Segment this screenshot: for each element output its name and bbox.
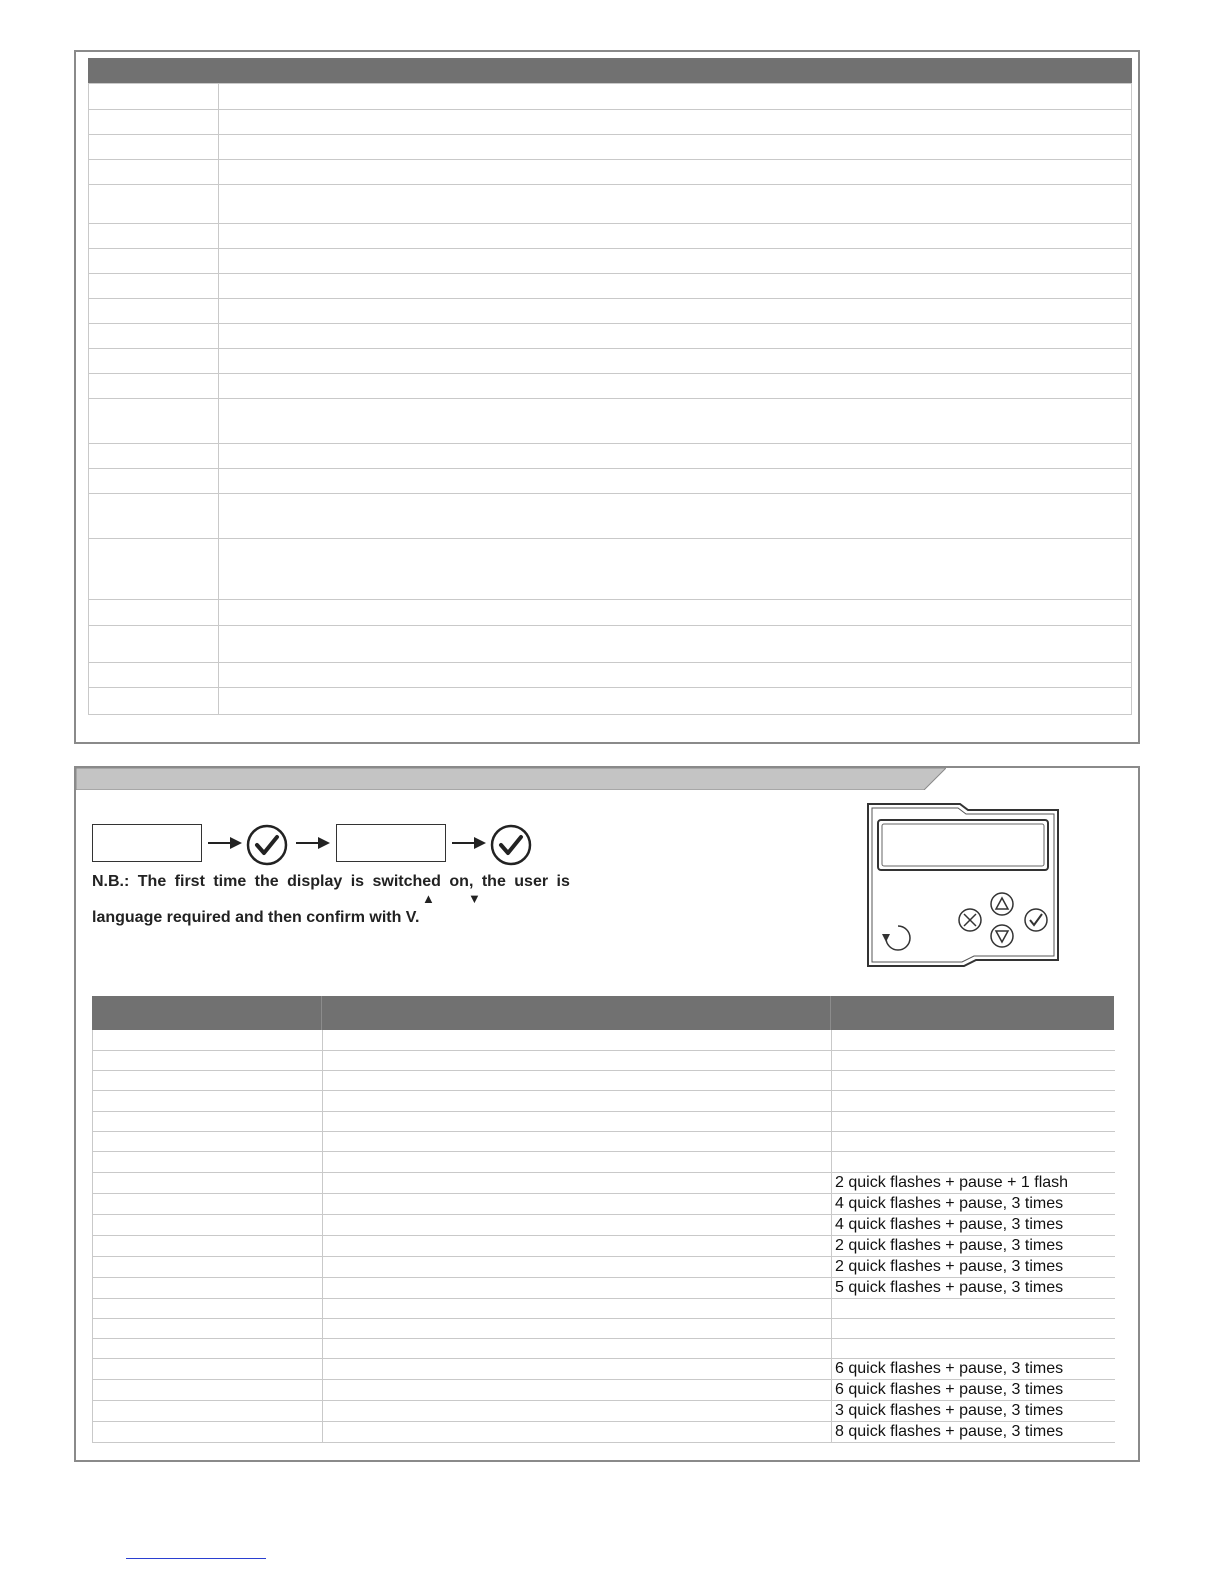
flash-table-row <box>93 1131 1115 1151</box>
flash-pattern-cell <box>832 1318 1115 1338</box>
parameter-code-cell <box>89 494 219 539</box>
parameter-description-cell <box>219 444 1132 469</box>
confirm-icon <box>1025 909 1047 931</box>
parameter-row <box>89 274 1132 299</box>
parameter-description-cell <box>219 539 1132 600</box>
flash-table-row <box>93 1091 1115 1111</box>
message-cell <box>93 1422 323 1443</box>
parameter-description-cell <box>219 494 1132 539</box>
parameter-description-cell <box>219 84 1132 110</box>
description-cell <box>323 1401 832 1422</box>
parameter-description-cell <box>219 185 1132 224</box>
flash-pattern-cell: 5 quick flashes + pause, 3 times <box>832 1277 1115 1298</box>
parameter-description-cell <box>219 374 1132 399</box>
parameter-row <box>89 399 1132 444</box>
parameter-code-cell <box>89 349 219 374</box>
parameter-code-cell <box>89 469 219 494</box>
message-cell <box>93 1172 323 1193</box>
parameter-code-cell <box>89 249 219 274</box>
flash-pattern-cell <box>832 1030 1115 1050</box>
parameter-code-cell <box>89 663 219 688</box>
parameter-code-cell <box>89 626 219 663</box>
parameter-description-cell <box>219 688 1132 715</box>
parameter-row <box>89 688 1132 715</box>
message-cell <box>93 1380 323 1401</box>
flash-pattern-cell <box>832 1050 1115 1070</box>
parameters-table-header <box>88 58 1132 83</box>
message-cell <box>93 1131 323 1151</box>
flash-table-row <box>93 1256 1115 1277</box>
message-cell <box>93 1152 323 1172</box>
parameter-code-cell <box>89 84 219 110</box>
parameter-code-cell <box>89 399 219 444</box>
parameter-row <box>89 444 1132 469</box>
flash-table-row <box>93 1401 1115 1422</box>
flash-pattern-cell: 4 quick flashes + pause, 3 times <box>832 1214 1115 1235</box>
description-cell <box>323 1422 832 1443</box>
language-box-2 <box>336 824 446 862</box>
description-cell <box>323 1152 832 1172</box>
parameter-code-cell <box>89 135 219 160</box>
parameter-code-cell <box>89 688 219 715</box>
description-cell <box>323 1131 832 1151</box>
parameter-code-cell <box>89 160 219 185</box>
flash-pattern-cell: 4 quick flashes + pause, 3 times <box>832 1193 1115 1214</box>
description-cell <box>323 1277 832 1298</box>
description-cell <box>323 1256 832 1277</box>
parameter-row <box>89 110 1132 135</box>
flash-pattern-cell <box>832 1298 1115 1318</box>
display-section <box>74 766 1140 1462</box>
description-cell <box>323 1071 832 1091</box>
up-icon <box>991 893 1013 915</box>
parameter-row <box>89 349 1132 374</box>
flash-pattern-cell: 6 quick flashes + pause, 3 times <box>832 1380 1115 1401</box>
message-cell <box>93 1193 323 1214</box>
nb-note-line-2: language required and then confirm with V. <box>92 909 420 926</box>
flash-table-row <box>93 1030 1115 1050</box>
parameter-row <box>89 135 1132 160</box>
section-tab-bar <box>76 768 946 790</box>
parameter-code-cell <box>89 444 219 469</box>
flash-table <box>92 1030 1115 1443</box>
parameter-description-cell <box>219 160 1132 185</box>
flash-table-row <box>93 1380 1115 1401</box>
message-cell <box>93 1030 323 1050</box>
parameter-description-cell <box>219 600 1132 626</box>
flash-pattern-cell: 2 quick flashes + pause + 1 flash <box>832 1172 1115 1193</box>
flash-pattern-cell <box>832 1111 1115 1131</box>
description-cell <box>323 1380 832 1401</box>
flash-table-row <box>93 1359 1115 1380</box>
parameter-description-cell <box>219 469 1132 494</box>
parameter-code-cell <box>89 600 219 626</box>
parameter-code-cell <box>89 274 219 299</box>
flash-pattern-cell <box>832 1152 1115 1172</box>
parameter-row <box>89 539 1132 600</box>
flash-table-row <box>93 1214 1115 1235</box>
message-cell <box>93 1071 323 1091</box>
down-arrow-glyph: ▼ <box>468 891 481 906</box>
flash-table-row <box>93 1339 1115 1359</box>
arrow-right-icon <box>208 836 242 850</box>
parameter-description-cell <box>219 399 1132 444</box>
parameter-row <box>89 324 1132 349</box>
flash-table-row <box>93 1422 1115 1443</box>
description-cell <box>323 1235 832 1256</box>
parameter-description-cell <box>219 299 1132 324</box>
parameter-code-cell <box>89 374 219 399</box>
flash-table-row <box>93 1235 1115 1256</box>
parameter-description-cell <box>219 110 1132 135</box>
message-cell <box>93 1318 323 1338</box>
language-box-1 <box>92 824 202 862</box>
message-cell <box>93 1256 323 1277</box>
message-cell <box>93 1111 323 1131</box>
description-cell <box>323 1339 832 1359</box>
flash-table-row <box>93 1298 1115 1318</box>
flash-pattern-cell: 2 quick flashes + pause, 3 times <box>832 1235 1115 1256</box>
parameter-row <box>89 185 1132 224</box>
parameter-description-cell <box>219 626 1132 663</box>
arrow-right-icon <box>452 836 486 850</box>
check-circle-icon <box>246 824 288 866</box>
flash-table-row <box>93 1111 1115 1131</box>
message-cell <box>93 1050 323 1070</box>
parameter-row <box>89 160 1132 185</box>
flash-table-row <box>93 1050 1115 1070</box>
parameter-row <box>89 299 1132 324</box>
description-cell <box>323 1359 832 1380</box>
parameter-code-cell <box>89 324 219 349</box>
parameter-description-cell <box>219 663 1132 688</box>
arrow-right-icon <box>296 836 330 850</box>
nb-note-line-1: N.B.: The first time the display is switched on, the user is <box>92 873 570 890</box>
parameter-code-cell <box>89 299 219 324</box>
message-cell <box>93 1277 323 1298</box>
message-cell <box>93 1339 323 1359</box>
description-cell <box>323 1172 832 1193</box>
flash-pattern-cell <box>832 1131 1115 1151</box>
flash-table-header <box>92 996 1114 1030</box>
parameters-section <box>74 50 1140 744</box>
parameter-row <box>89 663 1132 688</box>
parameter-row <box>89 249 1132 274</box>
description-cell <box>323 1318 832 1338</box>
description-cell <box>323 1111 832 1131</box>
parameter-row <box>89 600 1132 626</box>
flash-table-row <box>93 1193 1115 1214</box>
parameter-row <box>89 84 1132 110</box>
message-cell <box>93 1359 323 1380</box>
parameter-description-cell <box>219 224 1132 249</box>
flash-table-row <box>93 1172 1115 1193</box>
description-cell <box>323 1298 832 1318</box>
parameter-code-cell <box>89 185 219 224</box>
parameter-description-cell <box>219 324 1132 349</box>
flash-pattern-cell: 6 quick flashes + pause, 3 times <box>832 1359 1115 1380</box>
message-cell <box>93 1235 323 1256</box>
flash-pattern-cell: 2 quick flashes + pause, 3 times <box>832 1256 1115 1277</box>
description-cell <box>323 1050 832 1070</box>
description-cell <box>323 1091 832 1111</box>
description-cell <box>323 1030 832 1050</box>
parameter-row <box>89 374 1132 399</box>
description-cell <box>323 1214 832 1235</box>
parameter-row <box>89 224 1132 249</box>
flash-table-row <box>93 1152 1115 1172</box>
parameter-description-cell <box>219 249 1132 274</box>
flash-pattern-cell <box>832 1071 1115 1091</box>
parameter-description-cell <box>219 349 1132 374</box>
footer-link-underline[interactable] <box>126 1558 266 1559</box>
message-cell <box>93 1214 323 1235</box>
down-icon <box>991 925 1013 947</box>
flash-pattern-cell: 8 quick flashes + pause, 3 times <box>832 1422 1115 1443</box>
description-cell <box>323 1193 832 1214</box>
control-panel-illustration <box>864 800 1064 968</box>
message-cell <box>93 1298 323 1318</box>
parameter-row <box>89 626 1132 663</box>
parameter-row <box>89 494 1132 539</box>
flash-table-row <box>93 1277 1115 1298</box>
check-circle-icon <box>490 824 532 866</box>
parameter-code-cell <box>89 539 219 600</box>
parameter-description-cell <box>219 135 1132 160</box>
cancel-icon <box>959 909 981 931</box>
flash-table-row <box>93 1071 1115 1091</box>
up-arrow-glyph: ▲ <box>422 891 435 906</box>
message-cell <box>93 1091 323 1111</box>
flash-pattern-cell <box>832 1339 1115 1359</box>
message-cell <box>93 1401 323 1422</box>
refresh-icon <box>882 926 910 950</box>
parameter-code-cell <box>89 224 219 249</box>
parameter-code-cell <box>89 110 219 135</box>
flash-table-row <box>93 1318 1115 1338</box>
parameter-description-cell <box>219 274 1132 299</box>
parameters-table <box>88 83 1132 715</box>
flash-pattern-cell: 3 quick flashes + pause, 3 times <box>832 1401 1115 1422</box>
parameter-row <box>89 469 1132 494</box>
flash-pattern-cell <box>832 1091 1115 1111</box>
